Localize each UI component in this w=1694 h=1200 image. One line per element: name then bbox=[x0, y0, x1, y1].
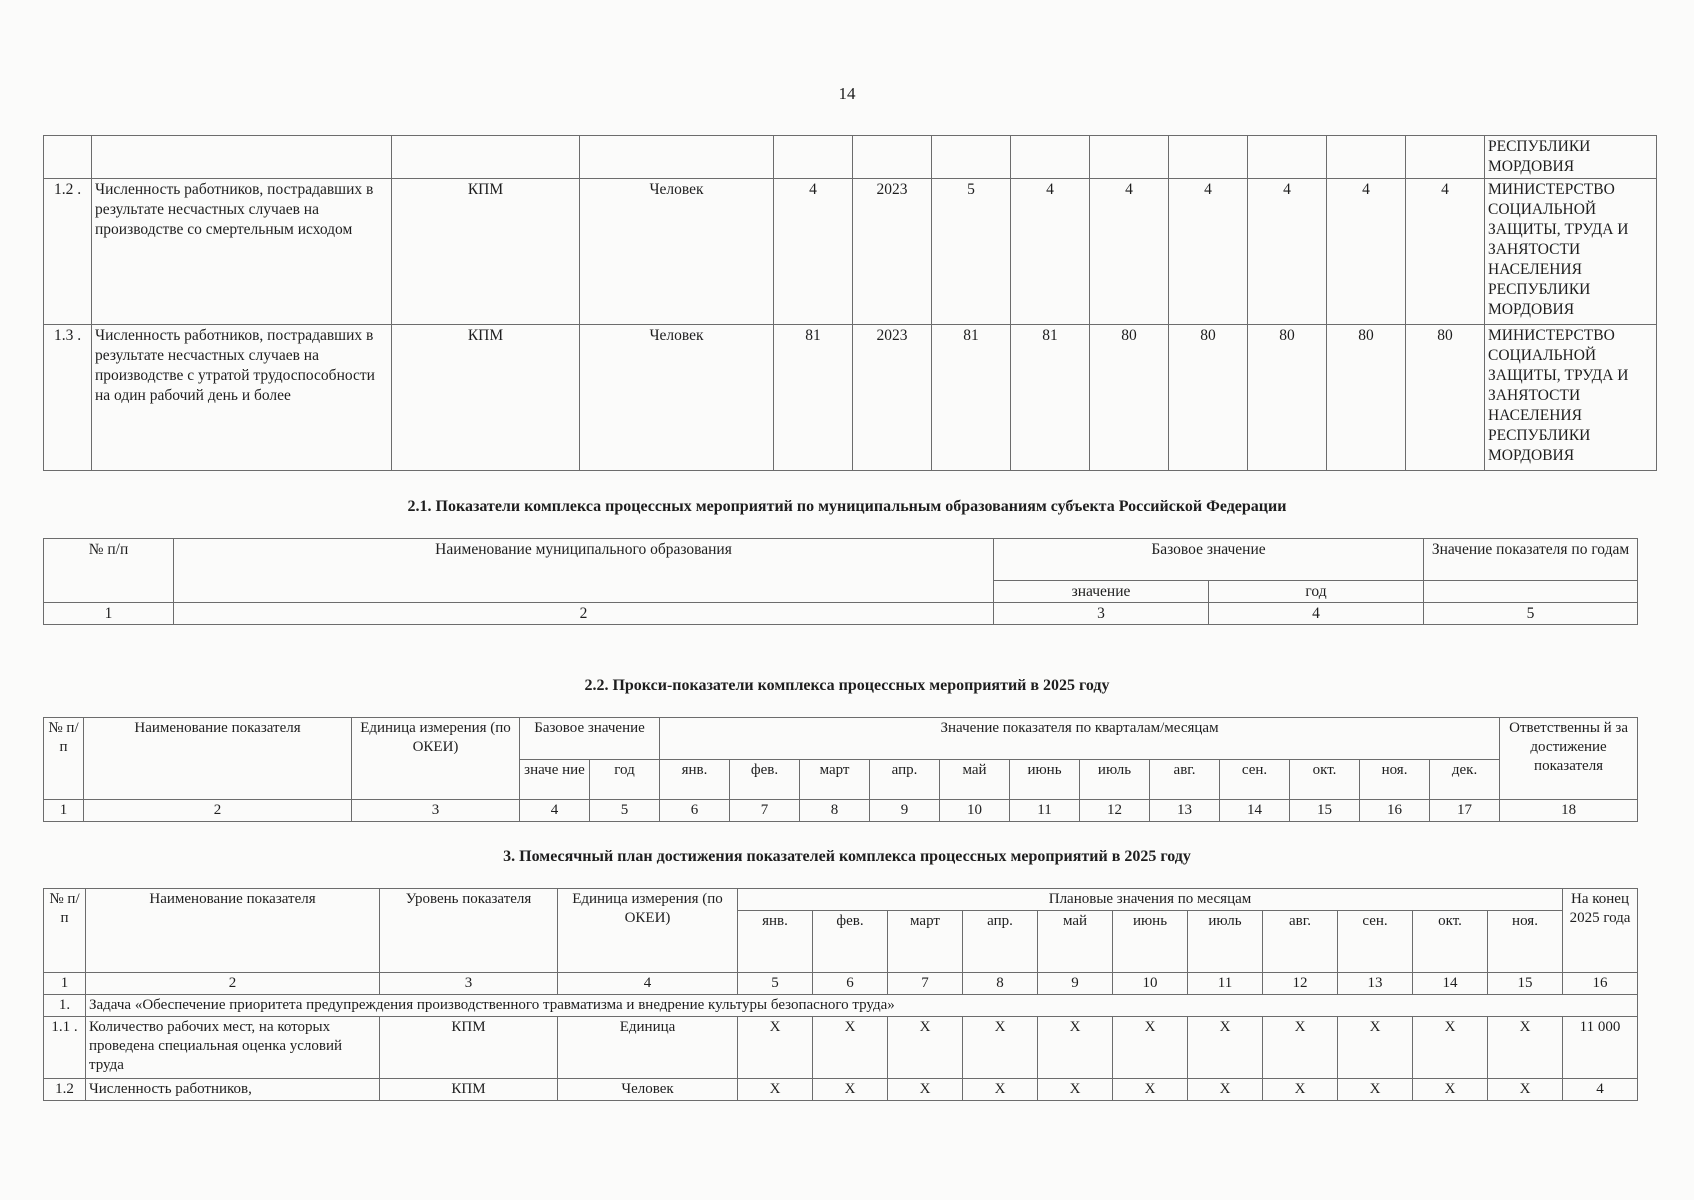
value-cell: 4 bbox=[1090, 179, 1169, 325]
column-numbers-row bbox=[44, 973, 1638, 995]
page-number: 14 bbox=[838, 84, 856, 103]
value-cell: 4 bbox=[774, 179, 853, 325]
responsible-cell: МИНИСТЕРСТВО СОЦИАЛЬНОЙ ЗАЩИТЫ, ТРУДА И ЗАНЯТОСТИ НАСЕЛЕНИЯ РЕСПУБЛИКИ МОРДОВИЯ bbox=[1485, 179, 1657, 325]
table-row bbox=[44, 889, 1638, 911]
section-2-1-title: 2.1. Показатели комплекса процессных мероприятий по муниципальным образованиям субъекта Российской Федерации bbox=[407, 498, 1287, 515]
month-value: X bbox=[813, 1017, 888, 1079]
value-cell: 2023 bbox=[853, 179, 932, 325]
month-header: март bbox=[888, 911, 963, 973]
col-number: 6 bbox=[660, 800, 730, 822]
column-numbers-row bbox=[44, 603, 1638, 625]
col-number: 18 bbox=[1500, 800, 1638, 822]
responsible-cell: МИНИСТЕРСТВО СОЦИАЛЬНОЙ ЗАЩИТЫ, ТРУДА И ЗАНЯТОСТИ НАСЕЛЕНИЯ РЕСПУБЛИКИ МОРДОВИЯ bbox=[1485, 325, 1657, 471]
row-number: 1.2 bbox=[44, 1079, 86, 1101]
indicator-name: Численность работников, пострадавших в результате несчастных случаев на производстве с утратой трудоспособности на один рабочий день и более bbox=[92, 325, 392, 471]
value-cell: 2023 bbox=[853, 325, 932, 471]
col-number: 15 bbox=[1488, 973, 1563, 995]
month-header: апр. bbox=[963, 911, 1038, 973]
col-header-unit: Единица измерения (по ОКЕИ) bbox=[558, 889, 738, 973]
value-cell: 4 bbox=[1011, 179, 1090, 325]
month-value: X bbox=[1263, 1079, 1338, 1101]
month-header: ноя. bbox=[1360, 760, 1430, 800]
month-header: янв. bbox=[738, 911, 813, 973]
value-cell: 4 bbox=[1248, 179, 1327, 325]
indicators-table-continued bbox=[43, 135, 1657, 471]
indicator-level: КПМ bbox=[392, 325, 580, 471]
col-number: 1 bbox=[44, 603, 174, 625]
col-header-level: Уровень показателя bbox=[380, 889, 558, 973]
col-header-name: Наименование показателя bbox=[86, 889, 380, 973]
col-number: 12 bbox=[1080, 800, 1150, 822]
col-number: 8 bbox=[800, 800, 870, 822]
col-number: 2 bbox=[86, 973, 380, 995]
month-value: X bbox=[1413, 1079, 1488, 1101]
col-number: 14 bbox=[1413, 973, 1488, 995]
col-number: 6 bbox=[813, 973, 888, 995]
month-value: X bbox=[963, 1017, 1038, 1079]
month-value: X bbox=[1038, 1079, 1113, 1101]
col-header-num: № п/ п bbox=[44, 889, 86, 973]
col-number: 2 bbox=[174, 603, 994, 625]
col-number: 11 bbox=[1188, 973, 1263, 995]
month-value: X bbox=[1263, 1017, 1338, 1079]
col-header-year: год bbox=[1209, 581, 1424, 603]
municipal-indicators-table bbox=[43, 538, 1638, 625]
col-number: 7 bbox=[730, 800, 800, 822]
indicator-level: КПМ bbox=[380, 1017, 558, 1079]
col-number: 5 bbox=[1424, 603, 1638, 625]
month-header: окт. bbox=[1290, 760, 1360, 800]
task-text: Задача «Обеспечение приоритета предупреждения производственного травматизма и внедрение культуры безопасного труда» bbox=[86, 995, 1638, 1017]
col-number: 1 bbox=[44, 800, 84, 822]
value-cell: 80 bbox=[1327, 325, 1406, 471]
month-header: июнь bbox=[1010, 760, 1080, 800]
col-number: 12 bbox=[1263, 973, 1338, 995]
col-number: 16 bbox=[1563, 973, 1638, 995]
month-value: X bbox=[738, 1079, 813, 1101]
value-cell: 4 bbox=[1327, 179, 1406, 325]
col-number: 7 bbox=[888, 973, 963, 995]
value-cell: 80 bbox=[1248, 325, 1327, 471]
col-number: 5 bbox=[738, 973, 813, 995]
col-header-name: Наименование муниципального образования bbox=[174, 539, 994, 603]
proxy-indicators-table bbox=[43, 717, 1638, 822]
col-header-base: Базовое значение bbox=[994, 539, 1424, 581]
col-number: 1 bbox=[44, 973, 86, 995]
col-header-base: Базовое значение bbox=[520, 718, 660, 760]
month-header: май bbox=[940, 760, 1010, 800]
indicator-unit: Единица bbox=[558, 1017, 738, 1079]
col-number: 13 bbox=[1338, 973, 1413, 995]
month-header: фев. bbox=[730, 760, 800, 800]
month-value: X bbox=[738, 1017, 813, 1079]
col-header-responsible: Ответственны й за достижение показателя bbox=[1500, 718, 1638, 800]
col-header-base-value: значе ние bbox=[520, 760, 590, 800]
month-value: X bbox=[1413, 1017, 1488, 1079]
month-value: X bbox=[1338, 1079, 1413, 1101]
col-header-name: Наименование показателя bbox=[84, 718, 352, 800]
indicator-name: Численность работников, bbox=[86, 1079, 380, 1101]
month-value: X bbox=[888, 1017, 963, 1079]
month-header: ноя. bbox=[1488, 911, 1563, 973]
month-header: авг. bbox=[1150, 760, 1220, 800]
table-row bbox=[44, 136, 1657, 179]
value-cell: 81 bbox=[932, 325, 1011, 471]
month-value: X bbox=[1188, 1017, 1263, 1079]
indicator-level: КПМ bbox=[392, 179, 580, 325]
row-number: 1.1 . bbox=[44, 1017, 86, 1079]
indicator-name: Количество рабочих мест, на которых проведена специальная оценка условий труда bbox=[86, 1017, 380, 1079]
col-header-by-period: Значение показателя по кварталам/месяцам bbox=[660, 718, 1500, 760]
task-number: 1. bbox=[44, 995, 86, 1017]
col-number: 14 bbox=[1220, 800, 1290, 822]
col-number: 5 bbox=[590, 800, 660, 822]
table-row bbox=[44, 325, 1657, 471]
col-number: 11 bbox=[1010, 800, 1080, 822]
month-value: X bbox=[1338, 1017, 1413, 1079]
month-value: X bbox=[813, 1079, 888, 1101]
section-2-2-title: 2.2. Прокси-показатели комплекса процессных мероприятий в 2025 году bbox=[584, 677, 1110, 694]
task-row bbox=[44, 995, 1638, 1017]
col-number: 3 bbox=[380, 973, 558, 995]
indicator-unit: Человек bbox=[580, 325, 774, 471]
col-number: 4 bbox=[1209, 603, 1424, 625]
row-number: 1.2 . bbox=[44, 179, 92, 325]
month-header: июль bbox=[1080, 760, 1150, 800]
month-value: X bbox=[1488, 1017, 1563, 1079]
month-value: X bbox=[1113, 1017, 1188, 1079]
col-header-base-year: год bbox=[590, 760, 660, 800]
col-number: 3 bbox=[994, 603, 1209, 625]
col-header-value-by-years: Значение показателя по годам bbox=[1424, 539, 1638, 581]
month-header: апр. bbox=[870, 760, 940, 800]
col-header-plan: Плановые значения по месяцам bbox=[738, 889, 1563, 911]
month-header: май bbox=[1038, 911, 1113, 973]
table-row bbox=[44, 539, 1638, 581]
month-value: X bbox=[1188, 1079, 1263, 1101]
col-header-value: значение bbox=[994, 581, 1209, 603]
month-header: сен. bbox=[1338, 911, 1413, 973]
col-number: 10 bbox=[1113, 973, 1188, 995]
table-row bbox=[44, 179, 1657, 325]
col-number: 4 bbox=[558, 973, 738, 995]
col-number: 4 bbox=[520, 800, 590, 822]
col-header-unit: Единица измерения (по ОКЕИ) bbox=[352, 718, 520, 800]
table-row bbox=[44, 1017, 1638, 1079]
month-header: окт. bbox=[1413, 911, 1488, 973]
col-header-num: № п/ п bbox=[44, 718, 84, 800]
col-number: 9 bbox=[870, 800, 940, 822]
column-numbers-row bbox=[44, 800, 1638, 822]
table-row bbox=[44, 718, 1638, 760]
section-3-title: 3. Помесячный план достижения показателей комплекса процессных мероприятий в 2025 году bbox=[503, 848, 1191, 865]
month-header: дек. bbox=[1430, 760, 1500, 800]
value-cell: 4 bbox=[1169, 179, 1248, 325]
table-row bbox=[44, 1079, 1638, 1101]
col-number: 2 bbox=[84, 800, 352, 822]
month-header: июль bbox=[1188, 911, 1263, 973]
value-cell: 81 bbox=[774, 325, 853, 471]
value-cell: 5 bbox=[932, 179, 1011, 325]
month-header: сен. bbox=[1220, 760, 1290, 800]
col-number: 9 bbox=[1038, 973, 1113, 995]
indicator-unit: Человек bbox=[558, 1079, 738, 1101]
responsible-cell: РЕСПУБЛИКИ МОРДОВИЯ bbox=[1485, 136, 1657, 179]
month-value: X bbox=[1488, 1079, 1563, 1101]
month-value: X bbox=[1113, 1079, 1188, 1101]
month-header: июнь bbox=[1113, 911, 1188, 973]
indicator-name: Численность работников, пострадавших в результате несчастных случаев на производстве со смертельным исходом bbox=[92, 179, 392, 325]
month-header: авг. bbox=[1263, 911, 1338, 973]
month-header: март bbox=[800, 760, 870, 800]
monthly-plan-table bbox=[43, 888, 1638, 1101]
col-number: 17 bbox=[1430, 800, 1500, 822]
month-value: X bbox=[1038, 1017, 1113, 1079]
col-number: 13 bbox=[1150, 800, 1220, 822]
value-cell: 80 bbox=[1090, 325, 1169, 471]
col-number: 3 bbox=[352, 800, 520, 822]
value-cell: 80 bbox=[1169, 325, 1248, 471]
year-end-value: 4 bbox=[1563, 1079, 1638, 1101]
indicator-level: КПМ bbox=[380, 1079, 558, 1101]
col-number: 15 bbox=[1290, 800, 1360, 822]
month-header: фев. bbox=[813, 911, 888, 973]
row-number: 1.3 . bbox=[44, 325, 92, 471]
year-end-value: 11 000 bbox=[1563, 1017, 1638, 1079]
col-number: 16 bbox=[1360, 800, 1430, 822]
indicator-unit: Человек bbox=[580, 179, 774, 325]
value-cell: 80 bbox=[1406, 325, 1485, 471]
col-header-num: № п/п bbox=[44, 539, 174, 603]
value-cell: 4 bbox=[1406, 179, 1485, 325]
col-number: 10 bbox=[940, 800, 1010, 822]
value-cell: 81 bbox=[1011, 325, 1090, 471]
month-value: X bbox=[888, 1079, 963, 1101]
month-header: янв. bbox=[660, 760, 730, 800]
col-header-year-end: На конец 2025 года bbox=[1563, 889, 1638, 973]
month-value: X bbox=[963, 1079, 1038, 1101]
col-number: 8 bbox=[963, 973, 1038, 995]
